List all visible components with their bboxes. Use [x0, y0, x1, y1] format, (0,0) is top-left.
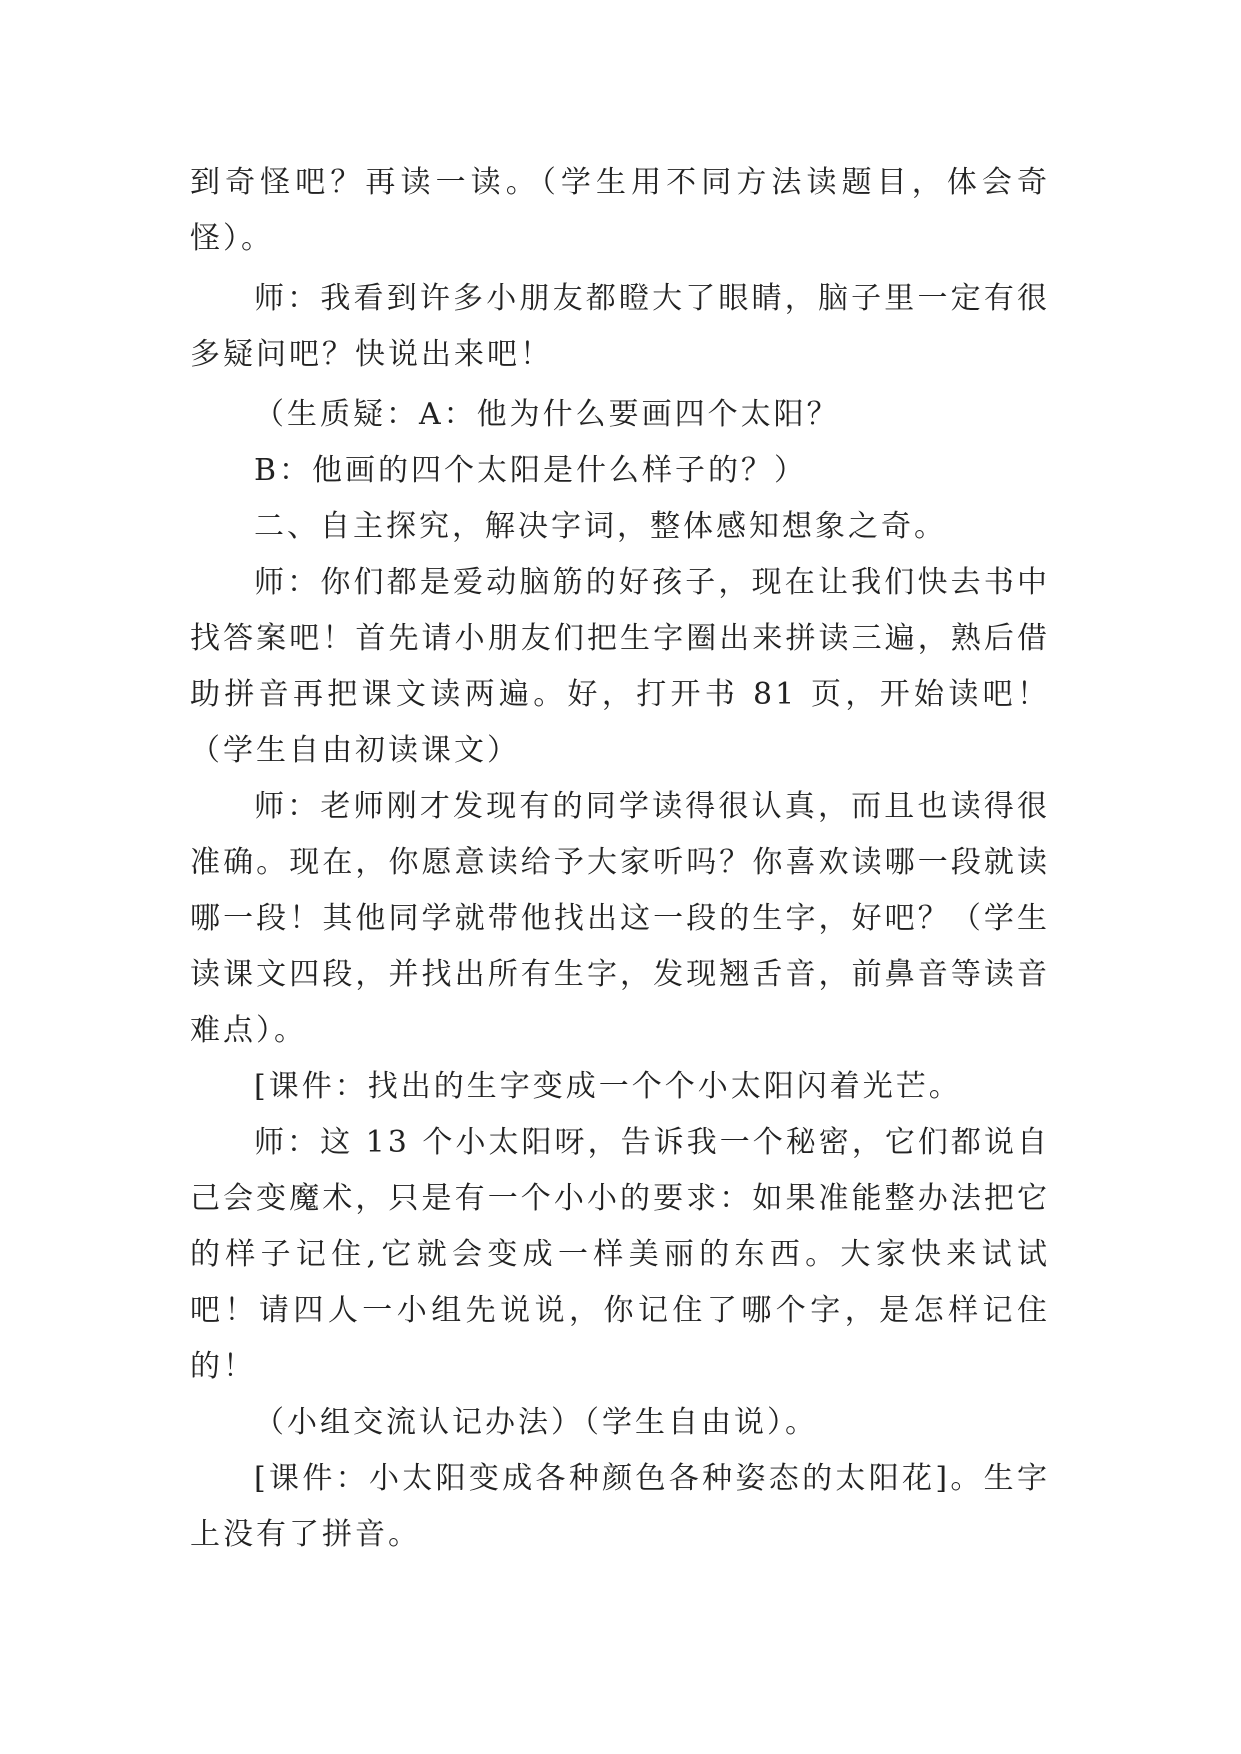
paragraph-student-question-b: B：他画的四个太阳是什么样子的？）	[254, 453, 808, 488]
paragraph-courseware-note-1: [课件：找出的生字变成一个个小太阳闪着光芒。	[254, 1069, 962, 1104]
paragraph-courseware-note-2: [课件：小太阳变成各种颜色各种姿态的太阳花]。生字上没有了拼音。	[190, 1461, 1050, 1552]
document-page	[190, 155, 1050, 1563]
paragraph-student-question-a: （生质疑：A：他为什么要画四个太阳？	[254, 397, 840, 432]
paragraph-teacher-feedback: 师：老师刚才发现有的同学读得很认真，而且也读得很准确。现在，你愿意读给予大家听吗？你喜欢读哪一段就读哪一段！其他同学就带他找出这一段的生字，好吧？（学生读课文四段，并找出所有生字，发现翘舌音，前鼻音等读音难点）。	[190, 789, 1050, 1048]
paragraph-teacher-reading-task: 师：你们都是爱动脑筋的好孩子，现在让我们快去书中找答案吧！首先请小朋友们把生字圈出来拼读三遍，熟后借助拼音再把课文读两遍。好，打开书 81 页，开始读吧！（学生自由初读课文）	[190, 565, 1050, 768]
paragraph-group-discussion: （小组交流认记办法）（学生自由说）。	[254, 1405, 818, 1440]
paragraph-continuation: 到奇怪吧？再读一读。（学生用不同方法读题目，体会奇怪）。	[190, 165, 1050, 256]
section-heading: 二、自主探究，解决字词，整体感知想象之奇。	[254, 509, 947, 544]
paragraph-teacher-magic-task: 师：这 13 个小太阳呀，告诉我一个秘密，它们都说自己会变魔术，只是有一个小小的要求：如果准能整办法把它的样子记住,它就会变成一样美丽的东西。大家快来试试吧！请四人一小组先说说，你记住了哪个字，是怎样记住的！	[190, 1125, 1050, 1384]
paragraph-teacher-prompt-questions: 师：我看到许多小朋友都瞪大了眼睛，脑子里一定有很多疑问吧？快说出来吧！	[190, 281, 1050, 372]
